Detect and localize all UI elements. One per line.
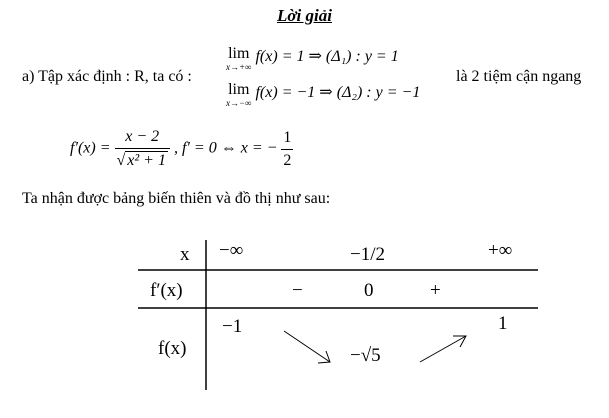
f-row-label: f(x) (158, 338, 187, 359)
limit1-op: lim (228, 45, 250, 62)
increasing-arrow (420, 336, 466, 362)
x-value-critical: −1/2 (350, 244, 385, 265)
x-value-pos-infinity: +∞ (488, 240, 513, 261)
critical-point-denominator: 2 (281, 149, 293, 170)
critical-point-numerator: 1 (283, 128, 292, 146)
x-value-neg-infinity: −∞ (219, 240, 244, 261)
derivative-denominator: x² + 1 (127, 152, 166, 169)
limit2-op: lim (228, 81, 250, 98)
decreasing-arrow (284, 331, 330, 363)
f-value-right-limit: 1 (498, 313, 508, 334)
x-row-label: x (180, 244, 190, 265)
limit1-sub: x→+∞ (226, 62, 252, 72)
f-value-left-limit: −1 (222, 316, 243, 337)
limit1-expr: f(x) = 1 ⇒ (Δ₁) : y = 1 (255, 48, 399, 65)
table-intro-sentence: Ta nhận được bảng biến thiên và đồ thị như sau: (22, 190, 331, 207)
derivative-numerator: x − 2 (125, 128, 160, 145)
fprime-sign-positive: + (430, 280, 441, 301)
domain-intro: a) Tập xác định : R, ta có : (22, 68, 192, 85)
limit2-expr: f(x) = −1 ⇒ (Δ₂) : y = −1 (255, 84, 421, 101)
fprime-row-label: f′(x) (150, 280, 183, 301)
derivative-rhs: , f′ = 0 ⇔ x = − (173, 139, 278, 157)
fprime-sign-negative: − (292, 280, 303, 301)
limit2-sub: x→−∞ (226, 98, 252, 108)
derivative-lhs: f′(x) = (70, 139, 111, 157)
f-value-minimum: −√5 (350, 345, 381, 366)
fprime-zero: 0 (364, 280, 374, 301)
solution-title: Lời giải (277, 6, 332, 25)
asymptote-conclusion: là 2 tiệm cận ngang (456, 68, 582, 85)
derivative-fraction: $\frac{x - 2}{\text{√ x² + 1}}$ (115, 128, 170, 170)
